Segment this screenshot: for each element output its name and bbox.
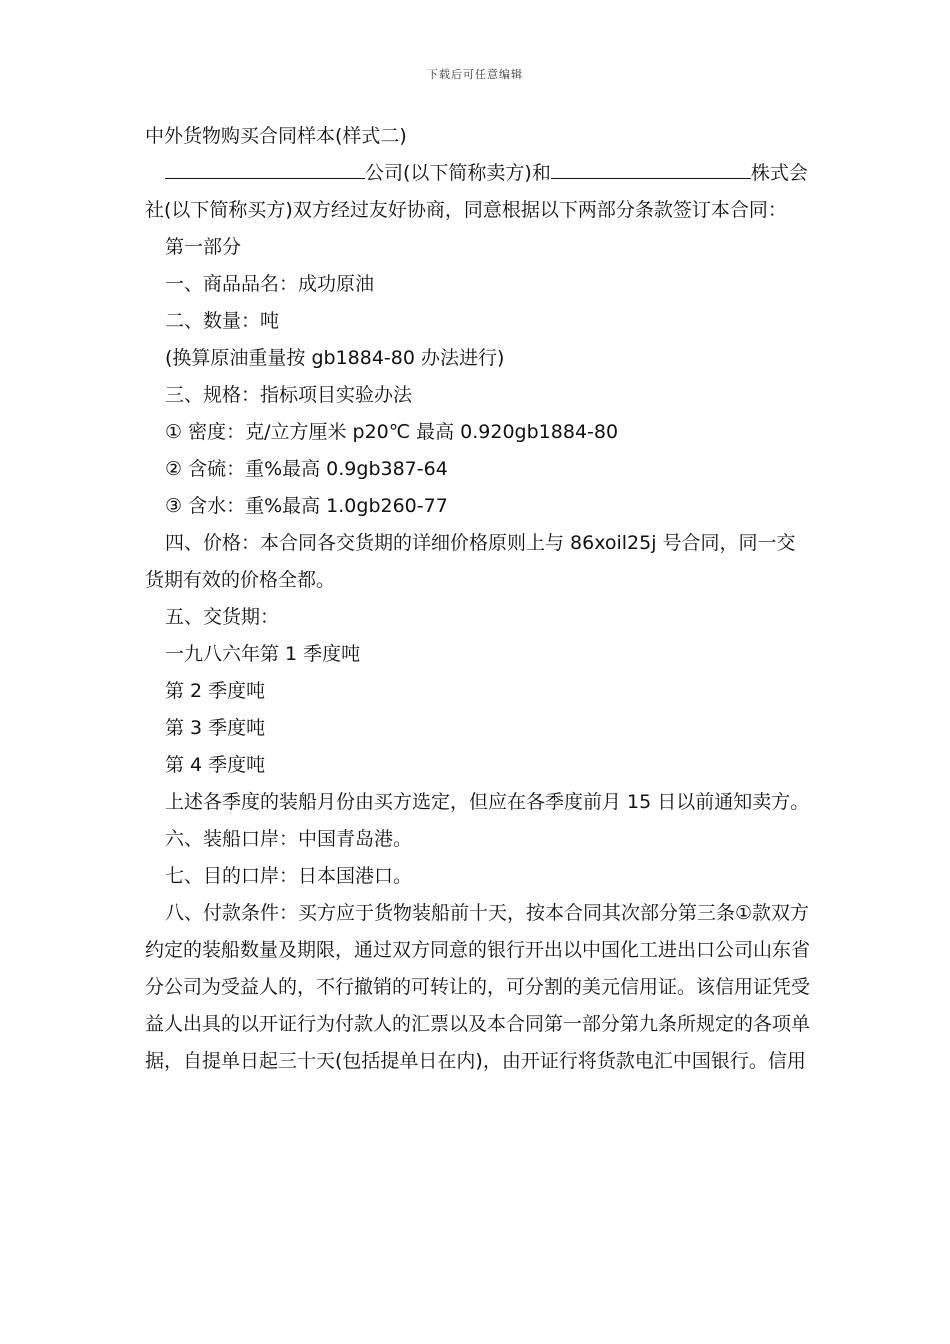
clause-payment-terms: 八、付款条件：买方应于货物装船前十天，按本合同其次部分第三条①款双方约定的装船数量及期限，通过双方同意的银行开出以中国化工进出口公司山东省分公司为受益人的，不行撤销的可转让的，可分割的美元信用证。该信用证凭受益人出具的以开证行为付款人的汇票以及本合同第一部分第九条所规定的各项单据，自提单日起三十天(包括提单日在内)，由开证行将货款电汇中国银行。信用: [145, 902, 811, 1072]
intro-buyer-text: 株式会社(以下简称买方)双方经过友好协商，同意根据以下两部分条款签订本合同：: [145, 162, 808, 221]
document-body: [145, 118, 810, 1080]
clause-quantity: 二、数量：吨: [165, 310, 280, 332]
seller-name-blank[interactable]: [165, 160, 365, 179]
intro-seller-text: 公司(以下简称卖方)和: [365, 162, 551, 184]
document-title: 中外货物购买合同样本(样式二): [145, 125, 407, 147]
clause-destination-port: 七、目的口岸：日本国港口。: [165, 865, 413, 887]
clause-product-name: 一、商品品名：成功原油: [165, 273, 375, 295]
delivery-q1: 一九八六年第 1 季度吨: [165, 643, 361, 665]
page-header-note: 下载后可任意编辑: [427, 68, 523, 81]
spec-sulfur: ② 含硫：重%最高 0.9gb387-64: [165, 458, 448, 480]
clause-loading-port: 六、装船口岸：中国青岛港。: [165, 828, 413, 850]
delivery-q3: 第 3 季度吨: [165, 717, 266, 739]
section-part-one: 第一部分: [165, 236, 242, 258]
delivery-notice: 上述各季度的装船月份由买方选定，但应在各季度前月 15 日以前通知卖方。: [165, 791, 810, 813]
delivery-q2: 第 2 季度吨: [165, 680, 266, 702]
clause-delivery-period: 五、交货期：: [165, 606, 280, 628]
clause-price: 四、价格：本合同各交货期的详细价格原则上与 86xoil25j 号合同，同一交货期有效的价格全都。: [145, 532, 796, 591]
clause-specification: 三、规格：指标项目实验办法: [165, 384, 413, 406]
spec-density: ① 密度：克/立方厘米 p20℃ 最高 0.920gb1884-80: [165, 421, 619, 443]
clause-quantity-note: (换算原油重量按 gb1884-80 办法进行): [165, 347, 505, 369]
delivery-q4: 第 4 季度吨: [165, 754, 266, 776]
contract-intro-paragraph: [145, 155, 810, 229]
spec-water: ③ 含水：重%最高 1.0gb260-77: [165, 495, 448, 517]
buyer-name-blank[interactable]: [551, 160, 751, 179]
